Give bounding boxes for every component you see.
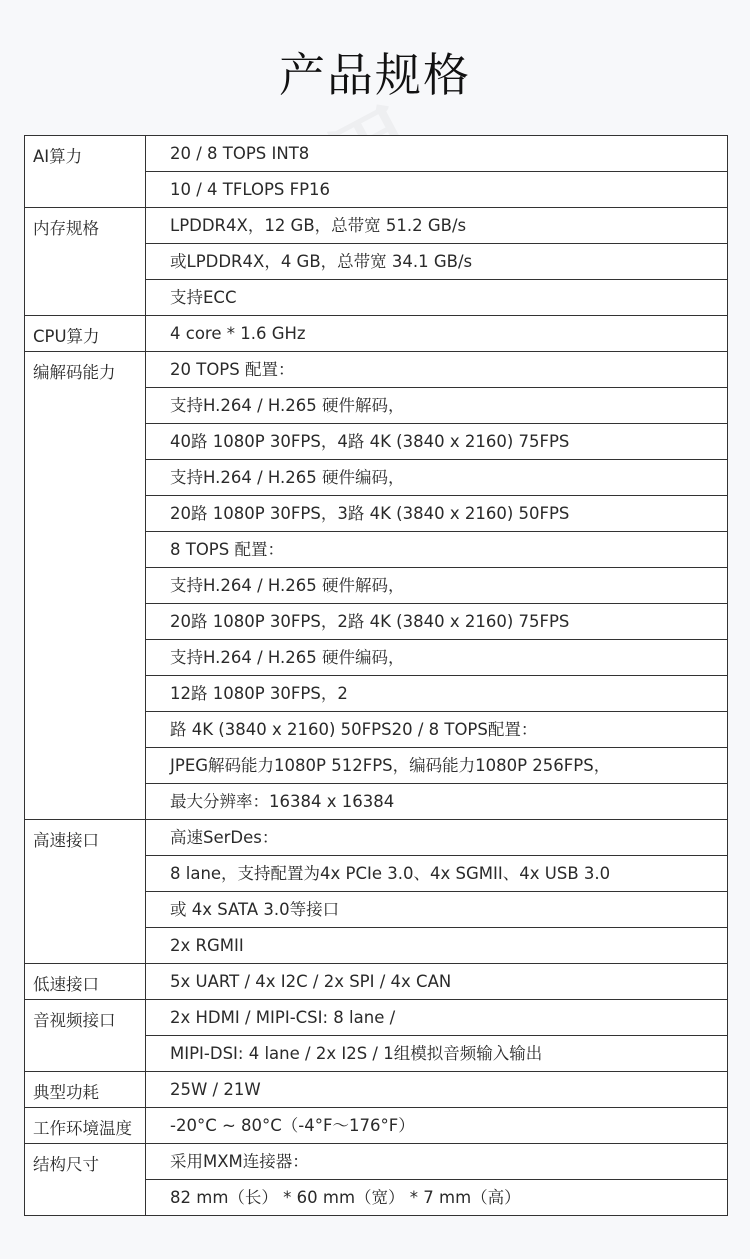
spec-value: 20路 1080P 30FPS，2路 4K (3840 x 2160) 75FPS [146, 604, 728, 640]
spec-value: 支持H.264 / H.265 硬件解码， [146, 388, 728, 424]
spec-value: 10 / 4 TFLOPS FP16 [146, 172, 728, 208]
spec-value: 8 lane，支持配置为4x PCIe 3.0、4x SGMII、4x USB 3.0 [146, 856, 728, 892]
spec-value: 4 core * 1.6 GHz [146, 316, 728, 352]
spec-value: 或LPDDR4X，4 GB，总带宽 34.1 GB/s [146, 244, 728, 280]
spec-row [25, 1072, 728, 1108]
page-title: 产品规格 [279, 48, 471, 102]
spec-category: AI算力 [25, 136, 146, 208]
spec-value: 12路 1080P 30FPS，2 [146, 676, 728, 712]
spec-category: 工作环境温度 [25, 1108, 146, 1144]
spec-value: LPDDR4X，12 GB，总带宽 51.2 GB/s [146, 208, 728, 244]
spec-value: 路 4K (3840 x 2160) 50FPS20 / 8 TOPS配置： [146, 712, 728, 748]
spec-row [25, 316, 728, 352]
spec-row [25, 1000, 728, 1036]
spec-value: MIPI-DSI: 4 lane / 2x I2S / 1组模拟音频输入输出 [146, 1036, 728, 1072]
spec-value: 5x UART / 4x I2C / 2x SPI / 4x CAN [146, 964, 728, 1000]
spec-category: 低速接口 [25, 964, 146, 1000]
spec-value: 25W / 21W [146, 1072, 728, 1108]
spec-value: 40路 1080P 30FPS，4路 4K (3840 x 2160) 75FPS [146, 424, 728, 460]
spec-value: 2x RGMII [146, 928, 728, 964]
spec-row [25, 820, 728, 856]
spec-value: 8 TOPS 配置： [146, 532, 728, 568]
spec-table [24, 135, 728, 1216]
spec-value: 2x HDMI / MIPI-CSI: 8 lane / [146, 1000, 728, 1036]
spec-row [25, 136, 728, 172]
spec-value: 支持H.264 / H.265 硬件解码， [146, 568, 728, 604]
spec-category: 高速接口 [25, 820, 146, 964]
spec-table-body [25, 136, 728, 1216]
spec-value: -20°C ~ 80°C（-4°F～176°F） [146, 1108, 728, 1144]
spec-category: 音视频接口 [25, 1000, 146, 1072]
spec-value: 采用MXM连接器： [146, 1144, 728, 1180]
spec-value: 高速SerDes： [146, 820, 728, 856]
spec-category: 典型功耗 [25, 1072, 146, 1108]
spec-value: 支持ECC [146, 280, 728, 316]
spec-category: 结构尺寸 [25, 1144, 146, 1216]
spec-row [25, 352, 728, 388]
spec-value: 或 4x SATA 3.0等接口 [146, 892, 728, 928]
spec-row [25, 1108, 728, 1144]
spec-value: 82 mm（长） * 60 mm（宽） * 7 mm（高） [146, 1180, 728, 1216]
spec-value: JPEG解码能力1080P 512FPS，编码能力1080P 256FPS， [146, 748, 728, 784]
spec-category: 内存规格 [25, 208, 146, 316]
spec-value: 支持H.264 / H.265 硬件编码， [146, 460, 728, 496]
spec-value: 20 TOPS 配置： [146, 352, 728, 388]
spec-category: CPU算力 [25, 316, 146, 352]
spec-value: 20路 1080P 30FPS，3路 4K (3840 x 2160) 50FPS [146, 496, 728, 532]
spec-row [25, 208, 728, 244]
spec-row [25, 964, 728, 1000]
spec-value: 最大分辨率：16384 x 16384 [146, 784, 728, 820]
spec-value: 支持H.264 / H.265 硬件编码， [146, 640, 728, 676]
spec-category: 编解码能力 [25, 352, 146, 820]
spec-row [25, 1144, 728, 1180]
spec-value: 20 / 8 TOPS INT8 [146, 136, 728, 172]
